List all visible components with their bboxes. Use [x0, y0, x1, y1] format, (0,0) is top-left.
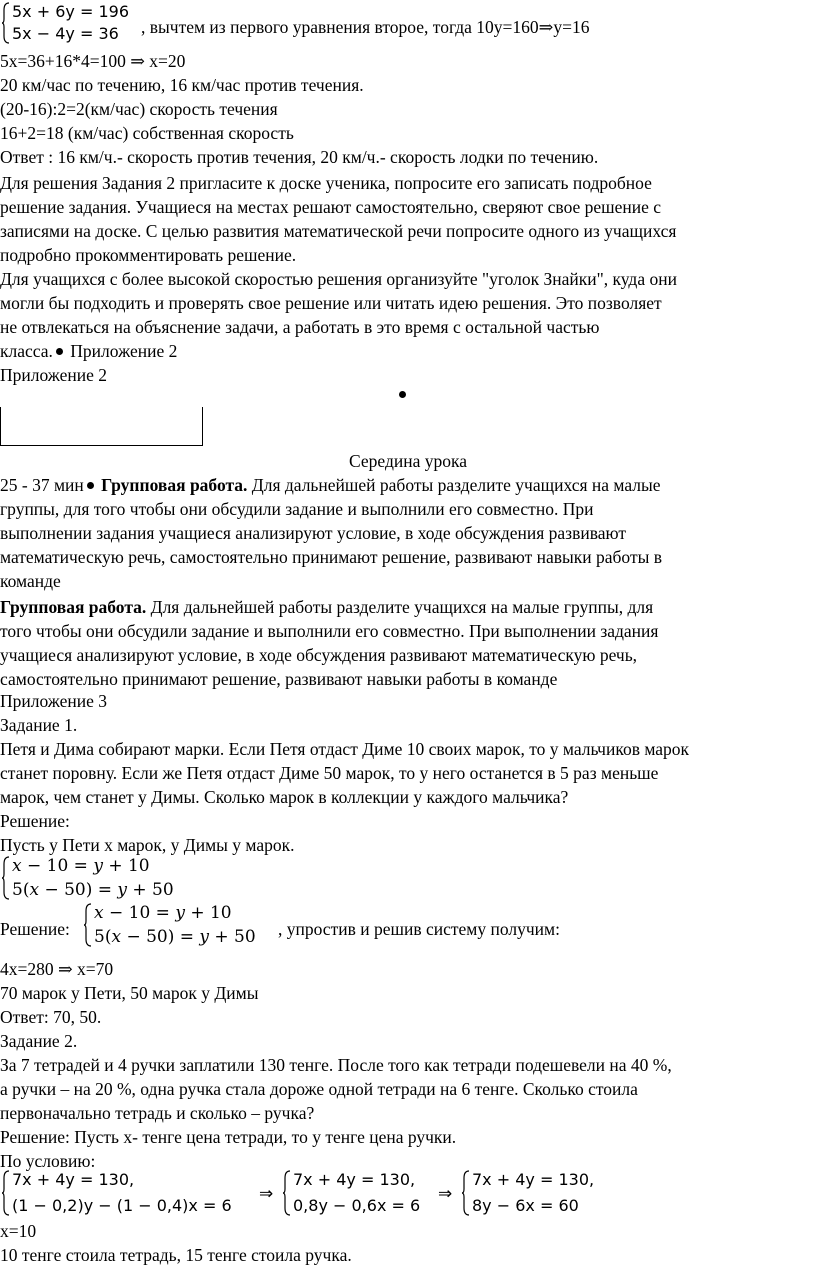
text-line: могли бы подходить и проверять свое решение или читать идею решения. Это позволяет	[0, 293, 662, 313]
equation-system-3	[84, 903, 284, 949]
system-row: 0,8y − 0,6x = 6	[293, 1196, 421, 1215]
text-line	[0, 474, 661, 496]
text-line: а ручки – на 20 %, одна ручка стала дороже одной тетради на 6 тенге. Сколько стоила	[0, 1079, 638, 1099]
text-line: , упростив и решив систему получим:	[278, 919, 560, 939]
text-line: группы, для того чтобы они обсудили задание и выполнили его совместно. При	[0, 499, 594, 519]
bold-heading: Групповая работа.	[96, 475, 248, 495]
text-span: Для дальнейшей работы разделите учащихся на малые	[247, 475, 661, 495]
bullet-icon	[56, 348, 63, 355]
bold-heading: Групповая работа.	[0, 597, 147, 617]
text-line	[0, 596, 653, 618]
text-line: 5х=36+16*4=100 ⇒ х=20	[0, 51, 186, 71]
system-row: (1 − 0,2)y − (1 − 0,4)x = 6	[12, 1196, 232, 1215]
system-row: 7x + 4y = 130,	[12, 1170, 135, 1189]
implies-arrow-icon: ⇒	[259, 1184, 274, 1204]
bullet-icon	[399, 391, 406, 398]
text-line: Для учащихся с более высокой скоростью решения организуйте "уголок Знайки", куда они	[0, 269, 677, 289]
brace-icon	[462, 1170, 470, 1216]
brace-icon	[283, 1170, 291, 1216]
text-line: математическую речь, самостоятельно принимают решение, развивают навыки работы в	[0, 547, 662, 567]
answer-line: Ответ: 70, 50.	[0, 1007, 102, 1027]
text-line: подробно прокомментировать решение.	[0, 245, 297, 265]
text-line: не отвлекаться на объяснение задачи, а работать в это время с остальной частью	[0, 317, 600, 337]
text-line: 20 км/час по течению, 16 км/час против течения.	[0, 75, 364, 95]
text-span: Для дальнейшей работы разделите учащихся на малые группы, для	[146, 597, 654, 617]
system-row: 𝑥 − 10 = 𝑦 + 10	[12, 856, 150, 876]
text-line: 10 тенге стоила тетрадь, 15 тенге стоила ручка.	[0, 1245, 352, 1265]
equation-system-4	[2, 1170, 258, 1218]
text-line: учащиеся анализируют условие, в ходе обсуждения развивают математическую речь,	[0, 645, 638, 665]
text-line: По условию:	[0, 1151, 96, 1171]
text-line: выполнении задания учащиеся анализируют условие, в ходе обсуждения развивают	[0, 523, 627, 543]
system-row: 8y − 6x = 60	[472, 1196, 579, 1215]
brace-icon	[2, 1170, 10, 1216]
system-row: 7x + 4y = 130,	[293, 1170, 416, 1189]
solution-label: Решение:	[0, 811, 70, 831]
text-line: х=10	[0, 1221, 37, 1241]
text-line: первоначально тетрадь и сколько – ручка?	[0, 1103, 315, 1123]
text-line: 4х=280 ⇒ х=70	[0, 959, 114, 979]
text-line: команде	[0, 571, 61, 591]
implies-arrow-icon: ⇒	[438, 1184, 453, 1204]
section-heading: Середина урока	[349, 451, 467, 471]
bullet-icon	[87, 482, 94, 489]
equation-system-1	[2, 2, 142, 46]
text-line: Решение: Пусть х- тенге цена тетради, то у тенге цена ручки.	[0, 1127, 457, 1147]
brace-icon	[2, 856, 10, 900]
text-span: Приложение 2	[65, 341, 178, 361]
text-span: класса.	[0, 341, 53, 361]
system-row: 5x − 4y = 36	[12, 24, 119, 43]
text-line: , вычтем из первого уравнения второе, тогда 10у=160⇒у=16	[141, 17, 590, 37]
text-line: (20-16):2=2(км/час) скорость течения	[0, 99, 278, 119]
brace-icon	[84, 903, 92, 947]
appendix-label: Приложение 2	[0, 365, 108, 385]
system-row: 𝑥 − 10 = 𝑦 + 10	[94, 903, 232, 923]
text-line: Петя и Дима собирают марки. Если Петя отдаст Диме 10 своих марок, то у мальчиков марок	[0, 739, 690, 759]
system-row: 7x + 4y = 130,	[472, 1170, 595, 1189]
equation-system-2	[2, 856, 202, 902]
text-line: записями на доске. С целью развития математической речи попросите одного из учащихся	[0, 221, 677, 241]
text-line: того чтобы они обсудили задание и выполнили его совместно. При выполнении задания	[0, 621, 659, 641]
table-cell-border	[0, 407, 203, 446]
text-line: марок, чем станет у Димы. Сколько марок в коллекции у каждого мальчика?	[0, 787, 569, 807]
system-row: 5x + 6y = 196	[12, 2, 129, 21]
system-row: 5(𝑥 − 50) = 𝑦 + 50	[12, 880, 174, 900]
appendix-label: Приложение 3	[0, 691, 108, 711]
text-line: Ответ : 16 км/ч.- скорость против течения, 20 км/ч.- скорость лодки по течению.	[0, 147, 599, 167]
solution-label: Решение:	[0, 919, 70, 939]
text-line: станет поровну. Если же Петя отдаст Диме 50 марок, то у него останется в 5 раз меньше	[0, 763, 659, 783]
time-label: 25 - 37 мин	[0, 475, 84, 495]
task-heading: Задание 1.	[0, 715, 78, 735]
equation-system-5	[283, 1170, 443, 1218]
text-line: решение задания. Учащиеся на местах решают самостоятельно, сверяют свое решение с	[0, 197, 662, 217]
text-line	[0, 340, 177, 362]
text-line: Пусть у Пети х марок, у Димы у марок.	[0, 835, 295, 855]
equation-system-6	[462, 1170, 622, 1218]
system-row: 5(𝑥 − 50) = 𝑦 + 50	[94, 927, 256, 947]
text-line: За 7 тетрадей и 4 ручки заплатили 130 тенге. После того как тетради подешевели на 40 %,	[0, 1055, 672, 1075]
text-line: Для решения Задания 2 пригласите к доске ученика, попросите его записать подробное	[0, 173, 652, 193]
text-line: 16+2=18 (км/час) собственная скорость	[0, 123, 294, 143]
text-line: самостоятельно принимают решение, развивают навыки работы в команде	[0, 669, 558, 689]
text-line: 70 марок у Пети, 50 марок у Димы	[0, 983, 259, 1003]
brace-icon	[2, 2, 10, 44]
task-heading: Задание 2.	[0, 1031, 78, 1051]
